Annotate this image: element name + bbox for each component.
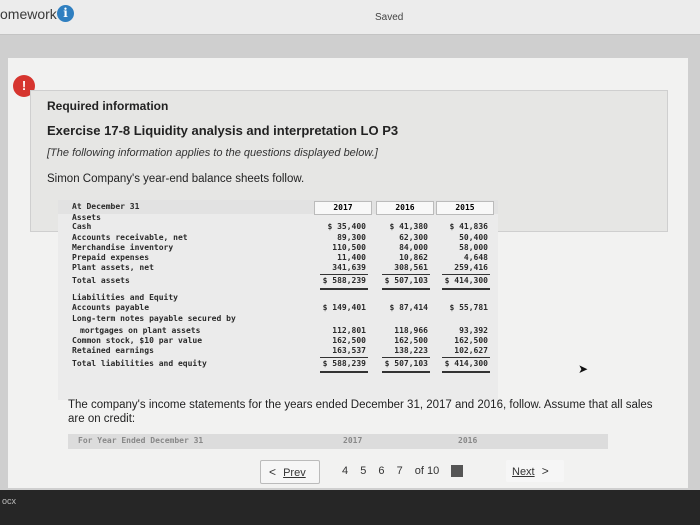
cell: 110,500 xyxy=(332,243,366,252)
cell: 341,639 xyxy=(332,263,366,272)
assets-heading: Assets xyxy=(72,213,101,222)
cell: 4,648 xyxy=(463,253,488,262)
row-label: Prepaid expenses xyxy=(72,253,150,262)
double-underline xyxy=(382,288,430,290)
income-table-header xyxy=(68,434,608,449)
mouse-cursor-icon: ➤ xyxy=(578,362,589,376)
table-row xyxy=(58,346,498,357)
cell: 102,627 xyxy=(454,346,488,355)
cell: 162,500 xyxy=(394,336,428,345)
year-2016: 2016 xyxy=(376,201,434,215)
underline xyxy=(382,274,430,275)
alert-icon: ! xyxy=(13,75,35,97)
info-icon[interactable]: i xyxy=(57,5,74,22)
row-label: Cash xyxy=(72,222,92,231)
income-header-label: For Year Ended December 31 xyxy=(78,436,204,445)
cell: $ 507,103 xyxy=(384,359,428,368)
liabilities-heading: Liabilities and Equity xyxy=(72,293,178,302)
saved-status: Saved xyxy=(375,12,404,23)
cell: 58,000 xyxy=(459,243,488,252)
info-note: [The following information applies to the questions displayed below.] xyxy=(47,147,378,159)
cell: $ 588,239 xyxy=(322,276,366,285)
row-label: Long-term notes payable secured by xyxy=(72,314,236,323)
taskbar xyxy=(0,490,700,525)
row-label: Plant assets, net xyxy=(72,263,154,272)
cell: 10,862 xyxy=(399,253,428,262)
table-row xyxy=(58,263,498,274)
cell: $ 507,103 xyxy=(384,276,428,285)
cell: $ 414,300 xyxy=(444,276,488,285)
total-liabilities-row xyxy=(58,359,498,370)
cell: $ 149,401 xyxy=(322,303,366,312)
row-label: mortgages on plant assets xyxy=(80,326,201,335)
cell: $ 55,781 xyxy=(449,303,488,312)
grid-icon[interactable] xyxy=(451,465,463,477)
double-underline xyxy=(382,371,430,373)
next-label: Next xyxy=(512,466,535,478)
page-number[interactable]: 4 xyxy=(342,465,349,477)
income-statement-text: The company's income statements for the years ended December 31, 2017 and 2016, follow. Assume that all sales are on credit: xyxy=(68,399,653,425)
page-number[interactable]: 5 xyxy=(360,465,367,477)
underline xyxy=(320,357,368,358)
cell: $ 41,836 xyxy=(449,222,488,231)
intro-text: Simon Company's year-end balance sheets follow. xyxy=(47,173,305,185)
balance-sheet-table xyxy=(58,200,498,400)
page-count: of 10 xyxy=(414,465,440,477)
row-label: Merchandise inventory xyxy=(72,243,174,252)
row-label: Retained earnings xyxy=(72,346,154,355)
underline xyxy=(382,357,430,358)
row-label: Accounts payable xyxy=(72,303,150,312)
footer-label: ocx xyxy=(2,496,17,506)
cell: 162,500 xyxy=(332,336,366,345)
top-bar xyxy=(0,0,700,35)
double-underline xyxy=(320,371,368,373)
income-year-2016: 2016 xyxy=(458,436,478,445)
cell: 259,416 xyxy=(454,263,488,272)
cell: 62,300 xyxy=(399,233,428,242)
cell: 89,300 xyxy=(337,233,366,242)
cell: $ 588,239 xyxy=(322,359,366,368)
row-label: Accounts receivable, net xyxy=(72,233,188,242)
prev-label: Prev xyxy=(283,467,306,479)
year-2015: 2015 xyxy=(436,201,494,215)
double-underline xyxy=(320,288,368,290)
double-underline xyxy=(442,371,490,373)
next-button[interactable] xyxy=(506,460,564,482)
cell: 163,537 xyxy=(332,346,366,355)
prev-button[interactable] xyxy=(260,460,320,484)
cell: 93,392 xyxy=(459,326,488,335)
income-year-2017: 2017 xyxy=(343,436,363,445)
cell: $ 41,380 xyxy=(389,222,428,231)
cell: 138,223 xyxy=(394,346,428,355)
page-number[interactable]: 6 xyxy=(378,465,385,477)
required-info-label: Required information xyxy=(47,99,169,113)
cell: 118,966 xyxy=(394,326,428,335)
row-label: Total liabilities and equity xyxy=(72,359,207,368)
cell: 50,400 xyxy=(459,233,488,242)
table-row xyxy=(58,222,498,233)
app-title: omework xyxy=(0,6,57,22)
underline xyxy=(442,357,490,358)
page-selector xyxy=(342,460,492,482)
cell: 11,400 xyxy=(337,253,366,262)
cell: $ 87,414 xyxy=(389,303,428,312)
cell: $ 414,300 xyxy=(444,359,488,368)
header-label: At December 31 xyxy=(72,202,140,211)
exercise-title: Exercise 17-8 Liquidity analysis and interpretation LO P3 xyxy=(47,123,399,138)
question-panel xyxy=(8,58,688,488)
underline xyxy=(442,274,490,275)
table-row xyxy=(58,303,498,314)
row-label: Total assets xyxy=(72,276,130,285)
notes-label-row xyxy=(58,314,498,325)
chevron-left-icon: < xyxy=(269,465,277,479)
cell: 112,801 xyxy=(332,326,366,335)
double-underline xyxy=(442,288,490,290)
cell: 162,500 xyxy=(454,336,488,345)
row-label: Common stock, $10 par value xyxy=(72,336,203,345)
page-number[interactable]: 7 xyxy=(396,465,403,477)
cell: 84,000 xyxy=(399,243,428,252)
table-header xyxy=(58,200,498,214)
year-2017: 2017 xyxy=(314,201,372,215)
cell: $ 35,400 xyxy=(327,222,366,231)
total-assets-row xyxy=(58,276,498,287)
chevron-right-icon: > xyxy=(541,464,549,478)
underline xyxy=(320,274,368,275)
cell: 308,561 xyxy=(394,263,428,272)
